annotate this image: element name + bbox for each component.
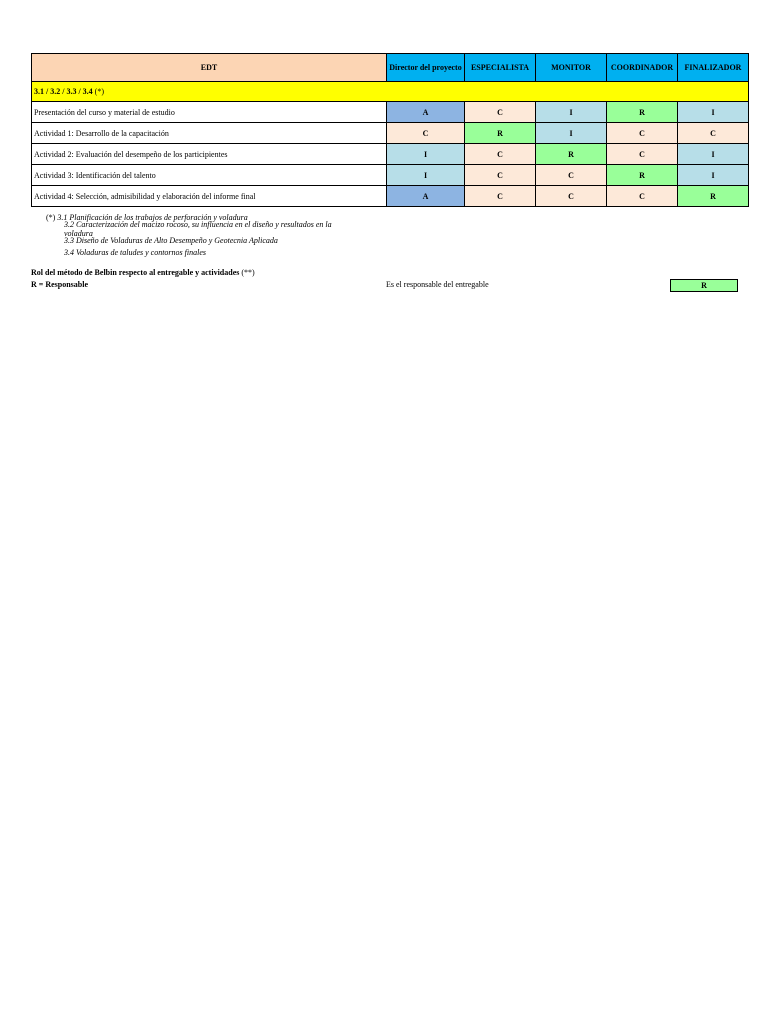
raci-matrix [31, 53, 749, 207]
raci-cell: C [465, 102, 536, 123]
legend-title-text: Rol del método de Belbin respecto al entregable y actividades [31, 268, 240, 277]
legend-swatch: R [670, 279, 738, 292]
table-row [32, 186, 749, 207]
footnote-mark: (*) [46, 213, 56, 222]
raci-cell: I [387, 144, 465, 165]
raci-cell: I [536, 123, 607, 144]
raci-cell: C [465, 165, 536, 186]
raci-cell: I [678, 165, 749, 186]
row-label: Actividad 1: Desarrollo de la capacitación [32, 123, 387, 144]
raci-cell: C [607, 144, 678, 165]
legend-key: R = Responsable [31, 280, 89, 289]
group-row [32, 82, 749, 102]
group-label-text: 3.1 / 3.2 / 3.3 / 3.4 [34, 87, 93, 96]
role-header-finalizador: FINALIZADOR [678, 54, 749, 82]
table-row [32, 123, 749, 144]
role-header-especialista: ESPECIALISTA [465, 54, 536, 82]
role-header-director: Director del proyecto [387, 54, 465, 82]
legend-description: Es el responsable del entregable [386, 280, 489, 289]
group-label [32, 82, 749, 102]
raci-cell: R [678, 186, 749, 207]
raci-cell: C [465, 186, 536, 207]
role-header-monitor: MONITOR [536, 54, 607, 82]
raci-cell: A [387, 186, 465, 207]
raci-cell: C [536, 186, 607, 207]
row-label: Actividad 4: Selección, admisibilidad y elaboración del informe final [32, 186, 387, 207]
raci-cell: R [607, 102, 678, 123]
row-label: Actividad 3: Identificación del talento [32, 165, 387, 186]
raci-cell: C [536, 165, 607, 186]
legend-title-mark: (**) [241, 268, 255, 277]
raci-cell: C [678, 123, 749, 144]
raci-cell: C [465, 144, 536, 165]
row-label: Actividad 2: Evaluación del desempeño de los participientes [32, 144, 387, 165]
raci-cell: I [387, 165, 465, 186]
footnote-3: 3.3 Diseño de Voladuras de Alto Desempeño y Geotecnia Aplicada [64, 236, 278, 245]
footnote-1-text: 3.1 Planificación de los trabajos de perforación y voladura [57, 213, 248, 222]
raci-cell: I [678, 102, 749, 123]
raci-cell: I [536, 102, 607, 123]
raci-cell: C [387, 123, 465, 144]
group-mark: (*) [94, 87, 104, 96]
edt-header: EDT [32, 54, 387, 82]
row-label: Presentación del curso y material de estudio [32, 102, 387, 123]
footnote-2: 3.2 Caracterización del macizo rocoso, su influencia en el diseño y resultados en la [64, 220, 332, 229]
legend-title [31, 268, 255, 277]
raci-cell: R [607, 165, 678, 186]
table-row [32, 144, 749, 165]
raci-cell: I [678, 144, 749, 165]
raci-cell: C [607, 186, 678, 207]
role-header-coordinador: COORDINADOR [607, 54, 678, 82]
table-row [32, 102, 749, 123]
table-row [32, 165, 749, 186]
header-row [32, 54, 749, 82]
raci-cell: C [607, 123, 678, 144]
footnote-2-continued: voladura [64, 229, 93, 238]
raci-cell: R [465, 123, 536, 144]
footnote-4: 3.4 Voladuras de taludes y contornos finales [64, 248, 206, 257]
raci-cell: R [536, 144, 607, 165]
raci-cell: A [387, 102, 465, 123]
